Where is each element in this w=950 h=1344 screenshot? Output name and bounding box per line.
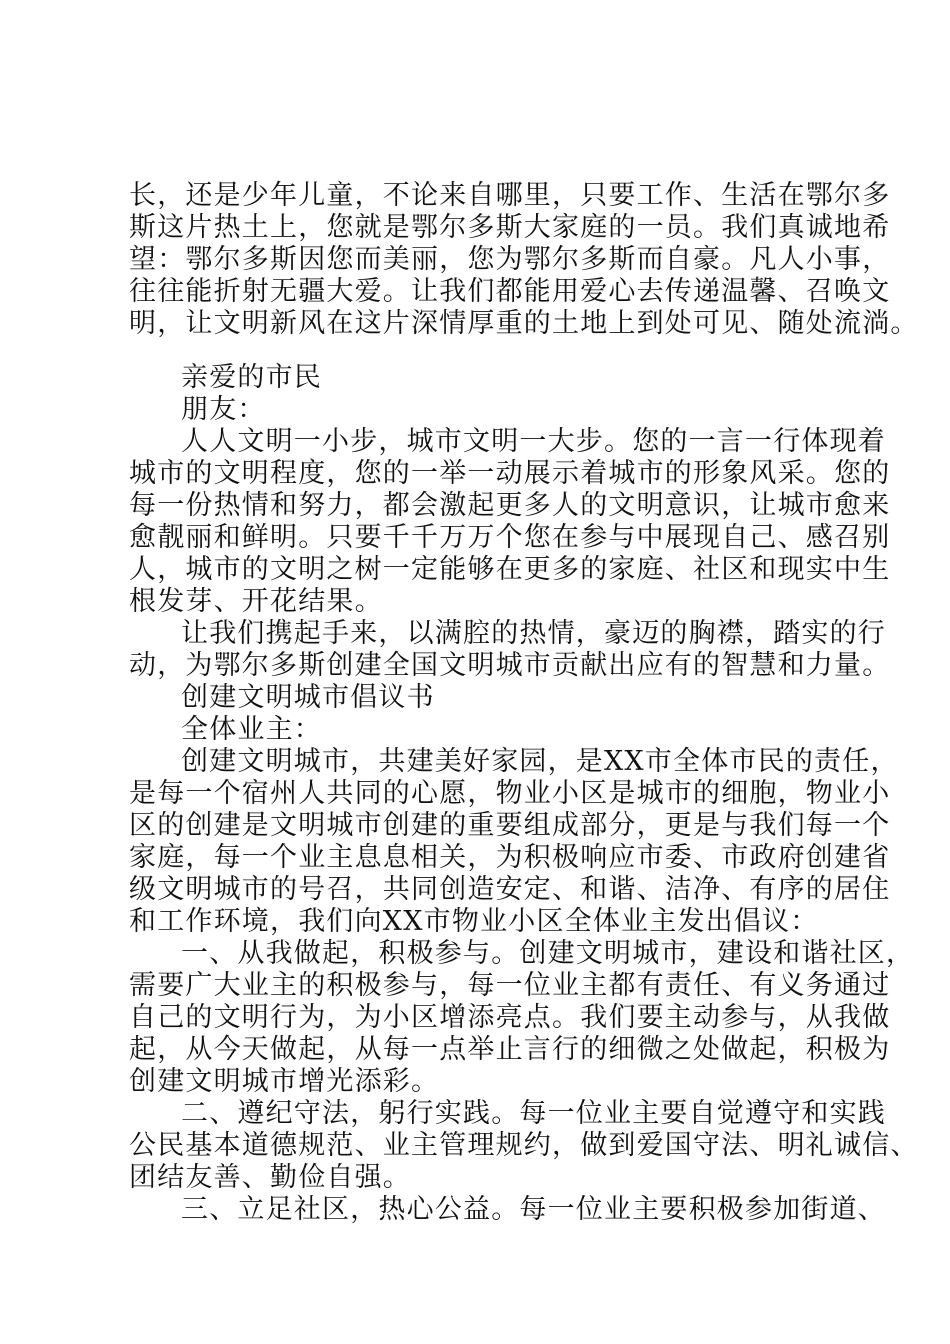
text-line: 人，城市的文明之树一定能够在更多的家庭、社区和现实中生 [129,554,891,585]
text-line: 城市的文明程度，您的一举一动展示着城市的形象风采。您的 [129,458,891,489]
text-line: 愈靓丽和鲜明。只要千千万万个您在参与中展现自己、感召别 [129,522,891,553]
salutation-line: 朋友： [181,394,266,425]
section-title: 创建文明城市倡议书 [181,682,435,713]
text-line: 三、立足社区，热心公益。每一位业主要积极参加街道、 [181,1194,886,1225]
text-line: 斯这片热土上，您就是鄂尔多斯大家庭的一员。我们真诚地希 [129,212,891,243]
text-line: 长，还是少年儿童，不论来自哪里，只要工作、生活在鄂尔多 [129,180,891,211]
text-line: 级文明城市的号召，共同创造安定、和谐、洁净、有序的居住 [129,874,891,905]
text-line: 二、遵纪守法，躬行实践。每一位业主要自觉遵守和实践 [181,1098,886,1129]
text-line: 创建文明城市增光添彩。 [129,1066,440,1097]
text-line: 一、从我做起，积极参与。创建文明城市，建设和谐社区， [181,938,915,969]
text-line: 往往能折射无疆大爱。让我们都能用爱心去传递温馨、召唤文 [129,276,891,307]
text-line: 区的创建是文明城市创建的重要组成部分，更是与我们每一个 [129,810,891,841]
text-line: 根发芽、开花结果。 [129,586,383,617]
salutation-line: 全体业主： [181,714,322,745]
text-line: 团结友善、勤俭自强。 [129,1162,411,1193]
text-line: 家庭，每一个业主息息相关，为积极响应市委、市政府创建省 [129,842,891,873]
text-line: 公民基本道德规范、业主管理规约，做到爱国守法、明礼诚信、 [129,1130,919,1161]
text-line: 是每一个宿州人共同的心愿，物业小区是城市的细胞，物业小 [129,778,891,809]
text-line: 让我们携起手来，以满腔的热情，豪迈的胸襟，踏实的行 [181,618,886,649]
text-line: 和工作环境，我们向XX市物业小区全体业主发出倡议： [129,906,819,937]
text-line: 明，让文明新风在这片深情厚重的土地上到处可见、随处流淌。 [129,308,919,339]
text-line: 创建文明城市，共建美好家园，是XX市全体市民的责任， [181,746,899,777]
text-line: 望：鄂尔多斯因您而美丽，您为鄂尔多斯而自豪。凡人小事， [129,244,891,275]
text-line: 自己的文明行为，为小区增添亮点。我们要主动参与，从我做 [129,1002,891,1033]
text-line: 起，从今天做起，从每一点举止言行的细微之处做起，积极为 [129,1034,891,1065]
salutation-line: 亲爱的市民 [181,362,322,393]
text-line: 人人文明一小步，城市文明一大步。您的一言一行体现着 [181,426,886,457]
text-line: 需要广大业主的积极参与，每一位业主都有责任、有义务通过 [129,970,891,1001]
text-line: 动，为鄂尔多斯创建全国文明城市贡献出应有的智慧和力量。 [129,650,891,681]
text-line: 每一份热情和努力，都会激起更多人的文明意识，让城市愈来 [129,490,891,521]
